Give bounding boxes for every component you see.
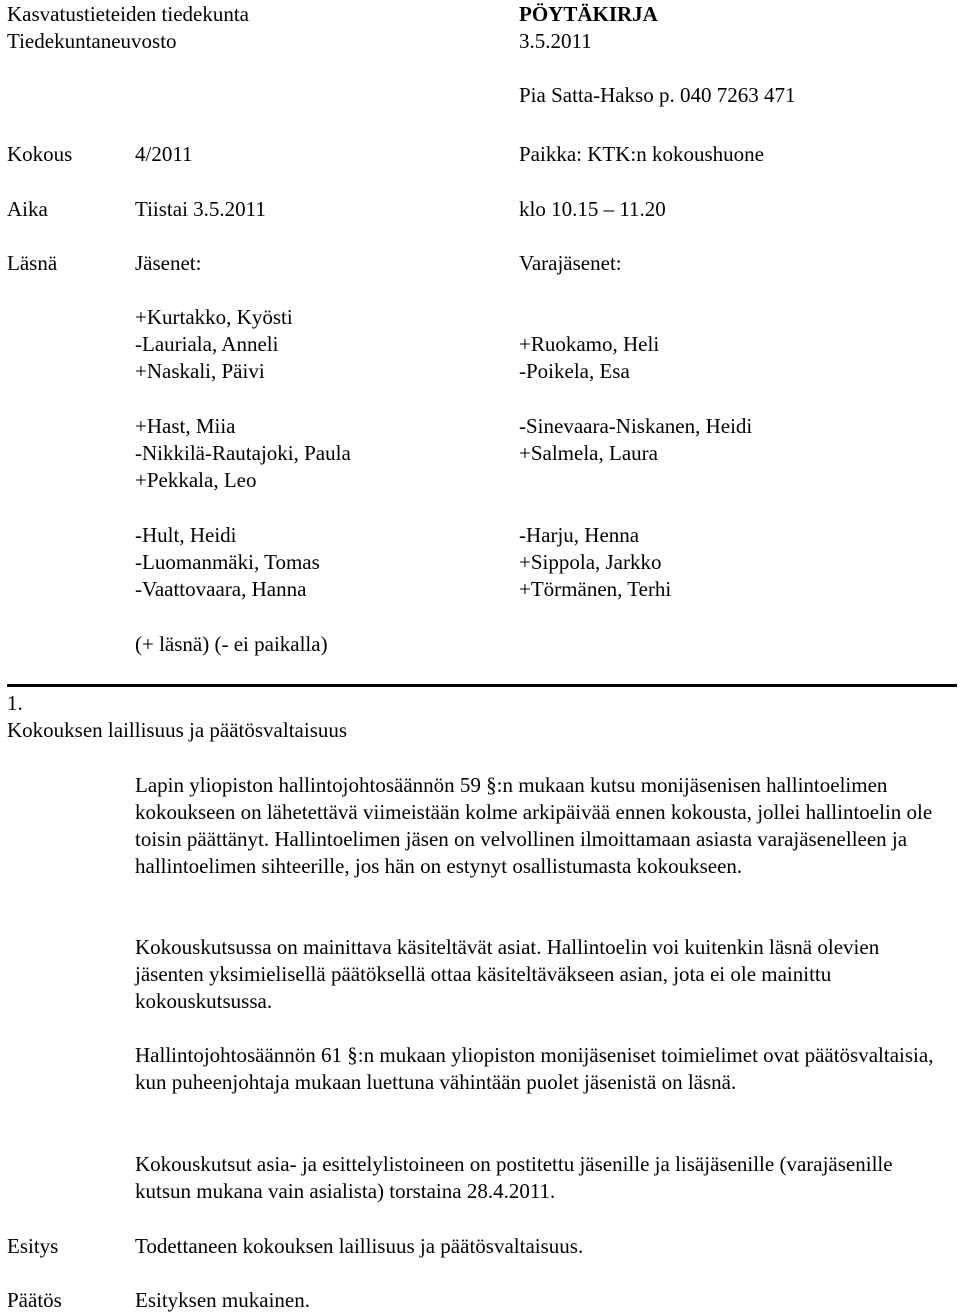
member-name: -Hult, Heidi (135, 523, 237, 547)
paatos-text: Esityksen mukainen. (135, 1288, 310, 1312)
attendance-legend: (+ läsnä) (- ei paikalla) (135, 632, 328, 656)
member-name: +Hast, Miia (135, 414, 236, 438)
esitys-label: Esitys (7, 1234, 59, 1258)
council-name: Tiedekuntaneuvosto (7, 29, 177, 53)
deputy-name: -Sinevaara-Niskanen, Heidi (519, 414, 753, 438)
deputy-name: +Salmela, Laura (519, 441, 658, 465)
member-name: +Naskali, Päivi (135, 359, 265, 383)
deputy-name: -Poikela, Esa (519, 359, 630, 383)
meeting-place: Paikka: KTK:n kokoushuone (519, 142, 764, 166)
member-name: -Lauriala, Anneli (135, 332, 279, 356)
paatos-label: Päätös (7, 1288, 62, 1312)
member-name: -Nikkilä-Rautajoki, Paula (135, 441, 351, 465)
kokous-label: Kokous (7, 142, 73, 166)
deputy-name: +Ruokamo, Heli (519, 332, 660, 356)
document-date: 3.5.2011 (519, 29, 592, 53)
section-paragraph: Kokouskutsut asia- ja esittelylistoineen on postitettu jäsenille ja lisäjäsenille (varajäsenille kutsun mukana vain asialista) torstaina 28.4.2011. (135, 1152, 893, 1203)
aika-value: Tiistai 3.5.2011 (135, 197, 266, 221)
meeting-time: klo 10.15 – 11.20 (519, 197, 666, 221)
section-title: Kokouksen laillisuus ja päätösvaltaisuus (7, 718, 348, 742)
aika-label: Aika (7, 197, 48, 221)
faculty-name: Kasvatustieteiden tiedekunta (7, 2, 250, 26)
deputy-name: -Harju, Henna (519, 523, 640, 547)
esitys-text: Todettaneen kokouksen laillisuus ja päätösvaltaisuus. (135, 1234, 584, 1258)
deputy-name: +Sippola, Jarkko (519, 550, 662, 574)
member-name: +Kurtakko, Kyösti (135, 305, 293, 329)
section-paragraph: Kokouskutsussa on mainittava käsiteltävät asiat. Hallintoelin voi kuitenkin läsnä olevien jäsenten yksimielisellä päätöksellä ottaa käsiteltäväkseen asian, jota ei ole mainittu kokouskutsussa. (135, 935, 880, 1013)
member-name: -Luomanmäki, Tomas (135, 550, 320, 574)
section-divider (7, 684, 957, 687)
lasna-label: Läsnä (7, 251, 58, 275)
member-name: -Vaattovaara, Hanna (135, 577, 307, 601)
deputy-name: +Törmänen, Terhi (519, 577, 672, 601)
members-heading: Jäsenet: (135, 251, 202, 275)
section-paragraph: Lapin yliopiston hallintojohtosäännön 59 §:n mukaan kutsu monijäsenisen hallintoelimen kokoukseen on lähetettävä viimeistään kolme arkipäivää ennen kokousta, jollei hallintoelin ole toisin päättänyt. Hallintoelimen jäsen on velvollinen ilmoittamaan asiasta varajäsenelleen ja hallintoelimen sihteerille, jos hän on estynyt osallistumasta kokoukseen. (135, 773, 933, 878)
kokous-value: 4/2011 (135, 142, 193, 166)
member-name: +Pekkala, Leo (135, 468, 257, 492)
secretary-contact: Pia Satta-Hakso p. 040 7263 471 (519, 83, 796, 107)
section-number: 1. (7, 691, 23, 715)
document-type: PÖYTÄKIRJA (519, 2, 658, 26)
deputies-heading: Varajäsenet: (519, 251, 622, 275)
section-paragraph: Hallintojohtosäännön 61 §:n mukaan yliopiston monijäseniset toimielimet ovat päätösvaltaisia, kun puheenjohtaja mukaan luettuna vähintään puolet jäsenistä on läsnä. (135, 1043, 934, 1094)
